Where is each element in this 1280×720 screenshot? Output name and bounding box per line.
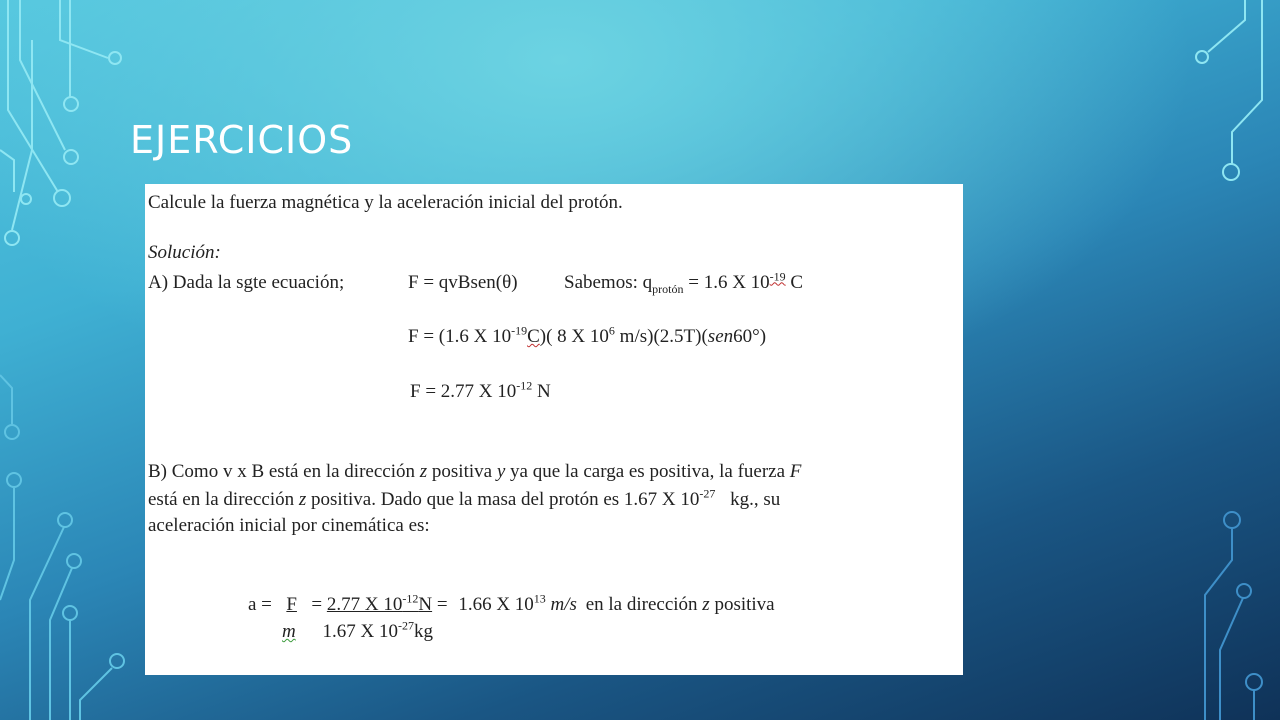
known-exp: -19 (769, 269, 786, 284)
known-unit: C (790, 272, 804, 293)
part-b-line-3 (148, 516, 430, 535)
known-eq: = 1.6 X 10 (688, 272, 770, 293)
part-a-line (148, 273, 344, 292)
den-2: kg (413, 621, 433, 642)
circuit-bottom-right (1205, 512, 1262, 720)
eq-equals-2: = (436, 594, 448, 615)
part-a-known (564, 269, 804, 296)
substitution-line (408, 323, 767, 347)
eq-numerator (326, 591, 433, 615)
b2-z: z (298, 489, 307, 510)
part-a-formula (408, 273, 518, 292)
res-1: 1.66 X 10 (458, 594, 534, 615)
force-result-line (410, 378, 551, 402)
result-e1: -12 (516, 378, 533, 393)
res-tail-a: en la dirección (585, 594, 703, 615)
sub-e1: -19 (511, 323, 528, 338)
b1-a: B) Como v x B está en la dirección (148, 461, 420, 482)
solution-label (148, 243, 221, 262)
known-prefix: Sabemos: q (564, 272, 653, 293)
acceleration-equation (248, 591, 775, 615)
acceleration-denominator (282, 618, 433, 642)
slide-title: EJERCICIOS (130, 118, 354, 162)
b1-y: y (496, 461, 506, 482)
eq-f: F (286, 594, 297, 615)
part-b-line-1 (148, 462, 801, 481)
num-1: 2.77 X 10 (326, 594, 403, 615)
force-formula: F = qvBsen(θ) (408, 272, 518, 293)
part-b-line-2 (148, 486, 781, 510)
circuit-top-left (0, 0, 121, 245)
eq-equals-1: = (311, 594, 323, 615)
circuit-top-right (1196, 0, 1262, 180)
sub-p1: F = (1.6 X 10 (408, 326, 512, 347)
den-m: m (282, 621, 296, 642)
b2-b: positiva. Dado que la masa del protón es 1.67 X 10 (306, 489, 700, 510)
res-exp: 13 (533, 591, 546, 606)
sub-p6: 60°) (733, 326, 767, 347)
b1-c: ya que la carga es positiva, la fuerza (505, 461, 790, 482)
den-1: 1.67 X 10 (322, 621, 398, 642)
eq-a: a = (248, 594, 272, 615)
b1-f: F (789, 461, 802, 482)
b2-a: está en la dirección (148, 489, 299, 510)
part-a-intro: A) Dada la sgte ecuación; (148, 272, 345, 293)
solution-label-text: Solución: (148, 242, 221, 263)
b3: aceleración inicial por cinemática es: (148, 515, 430, 536)
b1-z: z (419, 461, 428, 482)
exercise-image (145, 184, 963, 675)
known-sub: protón (652, 281, 684, 296)
res-tail-b: positiva (709, 594, 775, 615)
result-p2: N (537, 381, 551, 402)
den-exp: -27 (397, 618, 414, 633)
sub-p2: C (527, 326, 540, 347)
sub-p5: sen (707, 326, 734, 347)
b1-b: positiva (427, 461, 497, 482)
num-2: N (418, 594, 433, 615)
res-z: z (702, 594, 710, 615)
sub-p4: m/s)(2.5T)( (619, 326, 708, 347)
circuit-bottom-left (0, 375, 124, 720)
b2-c: kg., su (730, 489, 781, 510)
sub-e2: 6 (608, 323, 615, 338)
res-unit: m/s (550, 594, 577, 615)
problem-prompt (148, 193, 623, 212)
num-exp: -12 (402, 591, 419, 606)
result-p1: F = 2.77 X 10 (410, 381, 517, 402)
problem-prompt-text: Calcule la fuerza magnética y la aceleración inicial del protón. (148, 192, 623, 213)
sub-p3: )( 8 X 10 (539, 326, 609, 347)
b2-exp: -27 (699, 486, 716, 501)
